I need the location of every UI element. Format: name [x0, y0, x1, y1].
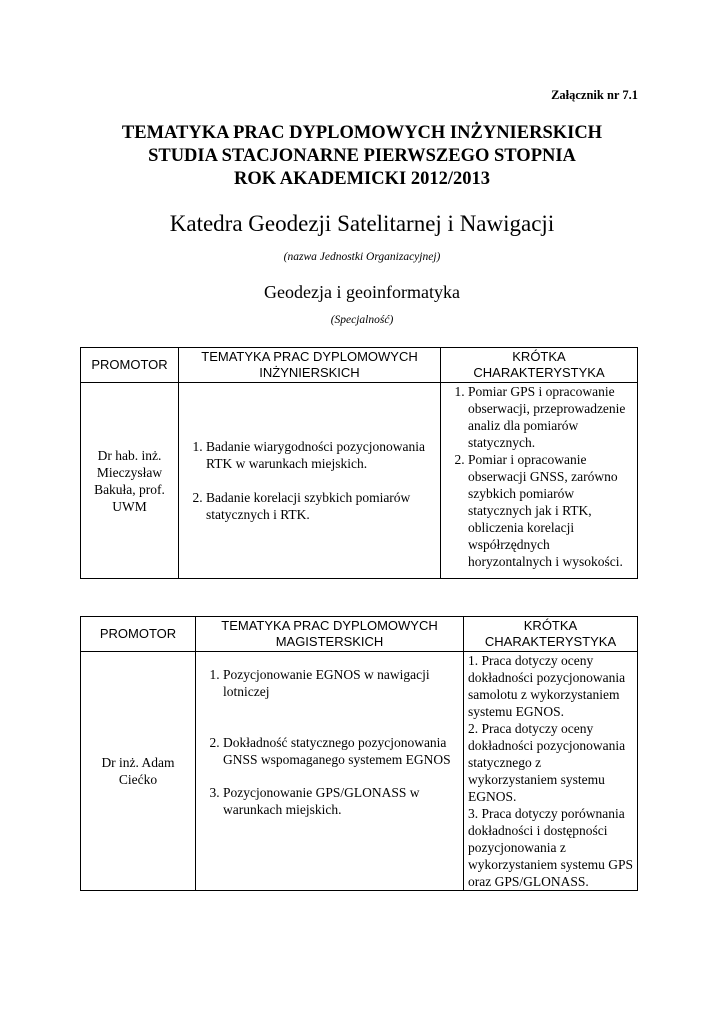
characteristic-item: 2. Pomiar i opracowanie obserwacji GNSS, zarówno szybkich pomiarów statycznych jak i RTK, obliczenia korelacji współrzędnych horyzontalnych i wysokości.: [468, 451, 632, 570]
header-promotor: PROMOTOR: [81, 617, 196, 652]
masters-topics-table: [80, 616, 638, 891]
topic-item: 2. Dokładność statycznego pozycjonowania GNSS wspomaganego systemem EGNOS: [223, 734, 458, 768]
annex-label: Załącznik nr 7.1: [551, 88, 638, 102]
topic-item: 3. Pozycjonowanie GPS/GLONASS w warunkach miejskich.: [223, 784, 458, 818]
table-row: [81, 652, 638, 891]
department-note: (nazwa Jednostki Organizacyjnej): [283, 251, 441, 263]
department-name: Katedra Geodezji Satelitarnej i Nawigacji: [169, 211, 555, 236]
header-characteristics: KRÓTKA CHARAKTERYSTYKA: [464, 617, 638, 652]
specialty-name: Geodezja i geoinformatyka: [264, 282, 460, 302]
characteristic-item: 3. Praca dotyczy porównania dokładności i dostępności pozycjonowania z wykorzystaniem systemu GPS oraz GPS/GLONASS.: [468, 806, 633, 889]
title-line-2: STUDIA STACJONARNE PIERWSZEGO STOPNIA: [148, 146, 576, 166]
specialty-note: (Specjalność): [330, 314, 394, 326]
topic-item: 1. Badanie wiarygodności pozycjonowania RTK w warunkach miejskich.: [206, 438, 435, 472]
header-topics: TEMATYKA PRAC DYPLOMOWYCH INŻYNIERSKICH: [179, 348, 441, 383]
header-characteristics: KRÓTKA CHARAKTERYSTYKA: [441, 348, 638, 383]
topics-cell: [196, 652, 464, 891]
table-header-row: [81, 617, 638, 652]
characteristic-item: 2. Praca dotyczy oceny dokładności pozycjonowania statycznego z wykorzystaniem systemu EGNOS.: [468, 721, 626, 804]
header-topics: TEMATYKA PRAC DYPLOMOWYCH MAGISTERSKICH: [196, 617, 464, 652]
title-line-3: ROK AKADEMICKI 2012/2013: [234, 169, 490, 189]
topics-cell: [179, 383, 441, 579]
characteristic-item: 1. Praca dotyczy oceny dokładności pozycjonowania samolotu z wykorzystaniem systemu EGNOS.: [468, 653, 626, 719]
topic-item: 2. Badanie korelacji szybkich pomiarów statycznych i RTK.: [206, 489, 435, 523]
promotor-cell: Dr inż. Adam Ciećko: [81, 652, 196, 891]
document-title: [0, 122, 724, 191]
title-line-1: TEMATYKA PRAC DYPLOMOWYCH INŻYNIERSKICH: [121, 123, 603, 143]
characteristics-cell: [441, 383, 638, 579]
engineering-topics-table: [80, 347, 638, 579]
header-promotor: PROMOTOR: [81, 348, 179, 383]
table-row: [81, 383, 638, 579]
table-header-row: [81, 348, 638, 383]
characteristics-cell: [464, 652, 638, 891]
topic-item: 1. Pozycjonowanie EGNOS w nawigacji lotniczej: [223, 666, 458, 700]
characteristic-item: 1. Pomiar GPS i opracowanie obserwacji, przeprowadzenie analiz dla pomiarów statycznych.: [468, 383, 632, 451]
promotor-cell: Dr hab. inż. Mieczysław Bakuła, prof. UWM: [81, 383, 179, 579]
